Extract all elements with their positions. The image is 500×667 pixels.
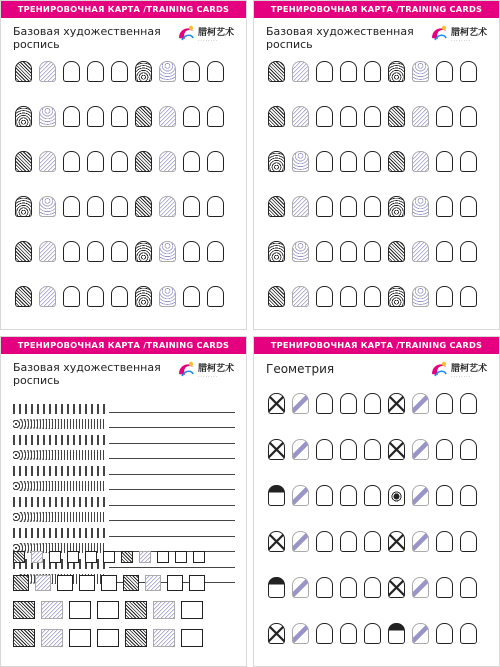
nail-template bbox=[39, 241, 56, 262]
nail-template bbox=[292, 485, 309, 506]
nail-template bbox=[111, 196, 128, 217]
nail-template bbox=[460, 577, 477, 598]
nail-template bbox=[388, 439, 405, 460]
nail-template bbox=[268, 531, 285, 552]
nail-template bbox=[15, 196, 32, 217]
nail-template bbox=[340, 286, 357, 307]
nail-template bbox=[436, 393, 453, 414]
nail-template bbox=[87, 151, 104, 172]
training-card-1 bbox=[0, 0, 247, 330]
nail-template bbox=[388, 623, 405, 644]
square-template bbox=[41, 601, 63, 619]
stroke-sample bbox=[13, 404, 105, 414]
card-banner: ТРЕНИРОВОЧНАЯ КАРТА /TRAINING CARDS bbox=[254, 337, 499, 354]
brand-name: 腊柯艺术 bbox=[198, 28, 235, 38]
square-template bbox=[35, 575, 51, 591]
nail-template bbox=[436, 241, 453, 262]
nail-template bbox=[292, 241, 309, 262]
nail-template bbox=[340, 623, 357, 644]
nail-template bbox=[292, 531, 309, 552]
nail-template bbox=[316, 577, 333, 598]
nail-template bbox=[39, 106, 56, 127]
nail-template bbox=[87, 241, 104, 262]
nail-template bbox=[340, 151, 357, 172]
square-template bbox=[145, 575, 161, 591]
nail-template bbox=[183, 61, 200, 82]
nail-template bbox=[15, 61, 32, 82]
nail-template bbox=[292, 439, 309, 460]
nail-template bbox=[135, 241, 152, 262]
nail-template bbox=[436, 485, 453, 506]
nail-template bbox=[388, 286, 405, 307]
nail-template bbox=[268, 577, 285, 598]
nail-template bbox=[340, 485, 357, 506]
nail-template bbox=[364, 106, 381, 127]
nail-template bbox=[292, 151, 309, 172]
training-card-2 bbox=[253, 0, 500, 330]
nail-template bbox=[268, 151, 285, 172]
stroke-sample bbox=[13, 512, 105, 522]
nail-grid bbox=[15, 61, 224, 307]
nail-template bbox=[292, 286, 309, 307]
nail-template bbox=[436, 439, 453, 460]
nail-template bbox=[388, 531, 405, 552]
nail-template bbox=[340, 577, 357, 598]
nail-template bbox=[183, 196, 200, 217]
brand-swirl-icon bbox=[176, 359, 196, 379]
square-template bbox=[153, 629, 175, 647]
brand-name: 腊柯艺术 bbox=[451, 364, 488, 374]
nail-template bbox=[412, 577, 429, 598]
nail-template bbox=[135, 286, 152, 307]
nail-template bbox=[207, 241, 224, 262]
nail-template bbox=[340, 393, 357, 414]
nail-template bbox=[135, 151, 152, 172]
nail-template bbox=[207, 286, 224, 307]
nail-template bbox=[460, 196, 477, 217]
nail-template bbox=[39, 286, 56, 307]
nail-template bbox=[63, 106, 80, 127]
nail-template bbox=[436, 61, 453, 82]
nail-template bbox=[436, 623, 453, 644]
practice-line bbox=[13, 507, 235, 523]
stroke-sample bbox=[13, 450, 105, 460]
nail-template bbox=[159, 241, 176, 262]
square-template bbox=[69, 601, 91, 619]
square-template bbox=[79, 575, 95, 591]
nail-template bbox=[207, 106, 224, 127]
practice-line bbox=[13, 445, 235, 461]
nail-template bbox=[15, 106, 32, 127]
practice-squares-row bbox=[13, 629, 209, 647]
nail-template bbox=[316, 531, 333, 552]
nail-template bbox=[159, 151, 176, 172]
brand-swirl-icon bbox=[429, 23, 449, 43]
brand-subtitle: · · · · · · · · bbox=[451, 374, 471, 379]
square-template bbox=[193, 551, 205, 563]
nail-template bbox=[159, 61, 176, 82]
square-template bbox=[167, 575, 183, 591]
practice-line bbox=[13, 429, 235, 445]
guide-line bbox=[109, 458, 235, 459]
brand-logo bbox=[176, 357, 238, 389]
nail-template bbox=[436, 106, 453, 127]
nail-template bbox=[364, 393, 381, 414]
square-template bbox=[97, 629, 119, 647]
nail-grid bbox=[268, 393, 477, 644]
nail-template bbox=[388, 61, 405, 82]
nail-template bbox=[87, 286, 104, 307]
brand-logo bbox=[429, 21, 491, 53]
nail-template bbox=[87, 106, 104, 127]
nail-template bbox=[268, 106, 285, 127]
nail-template bbox=[15, 151, 32, 172]
square-template bbox=[157, 551, 169, 563]
nail-template bbox=[460, 106, 477, 127]
nail-template bbox=[207, 196, 224, 217]
nail-template bbox=[268, 241, 285, 262]
nail-template bbox=[63, 61, 80, 82]
nail-template bbox=[412, 241, 429, 262]
nail-template bbox=[412, 196, 429, 217]
nail-template bbox=[412, 531, 429, 552]
nail-template bbox=[364, 196, 381, 217]
card-banner: ТРЕНИРОВОЧНАЯ КАРТА /TRAINING CARDS bbox=[1, 1, 246, 18]
nail-template bbox=[316, 241, 333, 262]
card-title: Базовая художественная роспись bbox=[13, 25, 161, 51]
nail-template bbox=[340, 196, 357, 217]
square-template bbox=[139, 551, 151, 563]
practice-line bbox=[13, 491, 235, 507]
nail-template bbox=[268, 61, 285, 82]
nail-template bbox=[460, 485, 477, 506]
nail-template bbox=[135, 61, 152, 82]
training-card-3 bbox=[0, 336, 247, 667]
nail-template bbox=[316, 623, 333, 644]
practice-line bbox=[13, 414, 235, 430]
training-card-4 bbox=[253, 336, 500, 667]
nail-template bbox=[388, 393, 405, 414]
nail-template bbox=[268, 393, 285, 414]
nail-template bbox=[412, 623, 429, 644]
brand-name: 腊柯艺术 bbox=[198, 364, 235, 374]
nail-template bbox=[364, 623, 381, 644]
stroke-sample bbox=[13, 419, 105, 429]
square-template bbox=[181, 601, 203, 619]
square-template bbox=[97, 601, 119, 619]
stroke-sample bbox=[13, 435, 105, 445]
guide-line bbox=[109, 412, 235, 413]
nail-template bbox=[39, 151, 56, 172]
nail-template bbox=[111, 241, 128, 262]
nail-template bbox=[183, 241, 200, 262]
square-template bbox=[57, 575, 73, 591]
nail-template bbox=[460, 286, 477, 307]
card-title: Геометрия bbox=[266, 362, 335, 376]
square-template bbox=[67, 551, 79, 563]
nail-template bbox=[15, 241, 32, 262]
nail-template bbox=[268, 485, 285, 506]
nail-template bbox=[39, 196, 56, 217]
guide-line bbox=[109, 505, 235, 506]
nail-template bbox=[436, 151, 453, 172]
brand-swirl-icon bbox=[176, 23, 196, 43]
square-template bbox=[121, 551, 133, 563]
brand-swirl-icon bbox=[429, 359, 449, 379]
nail-template bbox=[292, 393, 309, 414]
practice-line bbox=[13, 522, 235, 538]
nail-template bbox=[388, 577, 405, 598]
brand-subtitle: · · · · · · · · bbox=[198, 374, 218, 379]
nail-template bbox=[39, 61, 56, 82]
nail-template bbox=[412, 439, 429, 460]
nail-template bbox=[292, 623, 309, 644]
nail-template bbox=[412, 393, 429, 414]
guide-line bbox=[109, 427, 235, 428]
nail-template bbox=[316, 61, 333, 82]
guide-line bbox=[109, 536, 235, 537]
square-template bbox=[123, 575, 139, 591]
stroke-sample bbox=[13, 466, 105, 476]
practice-squares-row bbox=[13, 601, 209, 619]
nail-template bbox=[364, 241, 381, 262]
nail-template bbox=[364, 577, 381, 598]
guide-line bbox=[109, 474, 235, 475]
nail-template bbox=[87, 196, 104, 217]
nail-template bbox=[268, 439, 285, 460]
nail-grid bbox=[268, 61, 477, 307]
nail-template bbox=[111, 106, 128, 127]
nail-template bbox=[292, 61, 309, 82]
nail-template bbox=[268, 623, 285, 644]
nail-template bbox=[436, 577, 453, 598]
nail-template bbox=[364, 286, 381, 307]
nail-template bbox=[460, 151, 477, 172]
nail-template bbox=[207, 61, 224, 82]
nail-template bbox=[159, 106, 176, 127]
nail-template bbox=[412, 61, 429, 82]
nail-template bbox=[63, 286, 80, 307]
brand-subtitle: · · · · · · · · bbox=[198, 38, 218, 43]
nail-template bbox=[364, 151, 381, 172]
square-template bbox=[175, 551, 187, 563]
nail-template bbox=[460, 531, 477, 552]
nail-template bbox=[111, 151, 128, 172]
square-template bbox=[125, 601, 147, 619]
nail-template bbox=[111, 61, 128, 82]
square-template bbox=[189, 575, 205, 591]
nail-template bbox=[292, 577, 309, 598]
nail-template bbox=[388, 196, 405, 217]
card-title: Базовая художественная роспись bbox=[13, 361, 161, 387]
nail-template bbox=[364, 485, 381, 506]
nail-template bbox=[340, 439, 357, 460]
nail-template bbox=[316, 439, 333, 460]
nail-template bbox=[135, 196, 152, 217]
nail-template bbox=[364, 439, 381, 460]
nail-template bbox=[316, 393, 333, 414]
nail-template bbox=[316, 106, 333, 127]
guide-line bbox=[109, 567, 235, 568]
nail-template bbox=[268, 196, 285, 217]
nail-template bbox=[268, 286, 285, 307]
practice-line bbox=[13, 460, 235, 476]
nail-template bbox=[340, 61, 357, 82]
stroke-sample bbox=[13, 497, 105, 507]
brand-name: 腊柯艺术 bbox=[451, 28, 488, 38]
card-banner: ТРЕНИРОВОЧНАЯ КАРТА /TRAINING CARDS bbox=[254, 1, 499, 18]
nail-template bbox=[340, 241, 357, 262]
practice-squares-row bbox=[13, 575, 211, 591]
nail-template bbox=[388, 106, 405, 127]
nail-template bbox=[63, 151, 80, 172]
nail-template bbox=[460, 61, 477, 82]
brand-logo bbox=[176, 21, 238, 53]
nail-template bbox=[340, 531, 357, 552]
nail-template bbox=[183, 151, 200, 172]
nail-template bbox=[412, 286, 429, 307]
square-template bbox=[13, 629, 35, 647]
nail-template bbox=[388, 241, 405, 262]
square-template bbox=[13, 575, 29, 591]
nail-template bbox=[111, 286, 128, 307]
nail-template bbox=[87, 61, 104, 82]
nail-template bbox=[388, 485, 405, 506]
nail-template bbox=[316, 196, 333, 217]
nail-template bbox=[364, 61, 381, 82]
square-template bbox=[41, 629, 63, 647]
practice-line bbox=[13, 476, 235, 492]
nail-template bbox=[159, 196, 176, 217]
nail-template bbox=[412, 485, 429, 506]
nail-template bbox=[316, 485, 333, 506]
guide-line bbox=[109, 520, 235, 521]
square-template bbox=[13, 601, 35, 619]
square-template bbox=[49, 551, 61, 563]
stroke-sample bbox=[13, 481, 105, 491]
card-banner: ТРЕНИРОВОЧНАЯ КАРТА /TRAINING CARDS bbox=[1, 337, 246, 354]
square-template bbox=[69, 629, 91, 647]
nail-template bbox=[15, 286, 32, 307]
brand-logo bbox=[429, 357, 491, 389]
brand-subtitle: · · · · · · · · bbox=[451, 38, 471, 43]
nail-template bbox=[436, 196, 453, 217]
guide-line bbox=[109, 489, 235, 490]
nail-template bbox=[135, 106, 152, 127]
nail-template bbox=[63, 196, 80, 217]
practice-squares-row bbox=[13, 551, 211, 563]
practice-line bbox=[13, 398, 235, 414]
square-template bbox=[181, 629, 203, 647]
nail-template bbox=[316, 286, 333, 307]
nail-template bbox=[460, 241, 477, 262]
nail-template bbox=[364, 531, 381, 552]
nail-template bbox=[460, 393, 477, 414]
square-template bbox=[13, 551, 25, 563]
square-template bbox=[31, 551, 43, 563]
square-template bbox=[153, 601, 175, 619]
nail-template bbox=[460, 439, 477, 460]
guide-line bbox=[109, 443, 235, 444]
square-template bbox=[85, 551, 97, 563]
nail-template bbox=[388, 151, 405, 172]
nail-template bbox=[292, 196, 309, 217]
nail-template bbox=[183, 286, 200, 307]
nail-template bbox=[183, 106, 200, 127]
nail-template bbox=[159, 286, 176, 307]
nail-template bbox=[292, 106, 309, 127]
square-template bbox=[125, 629, 147, 647]
nail-template bbox=[316, 151, 333, 172]
square-template bbox=[101, 575, 117, 591]
nail-template bbox=[207, 151, 224, 172]
nail-template bbox=[412, 106, 429, 127]
nail-template bbox=[436, 531, 453, 552]
square-template bbox=[103, 551, 115, 563]
nail-template bbox=[460, 623, 477, 644]
nail-template bbox=[436, 286, 453, 307]
stroke-sample bbox=[13, 528, 105, 538]
card-title: Базовая художественная роспись bbox=[266, 25, 414, 51]
nail-template bbox=[63, 241, 80, 262]
nail-template bbox=[340, 106, 357, 127]
nail-template bbox=[412, 151, 429, 172]
